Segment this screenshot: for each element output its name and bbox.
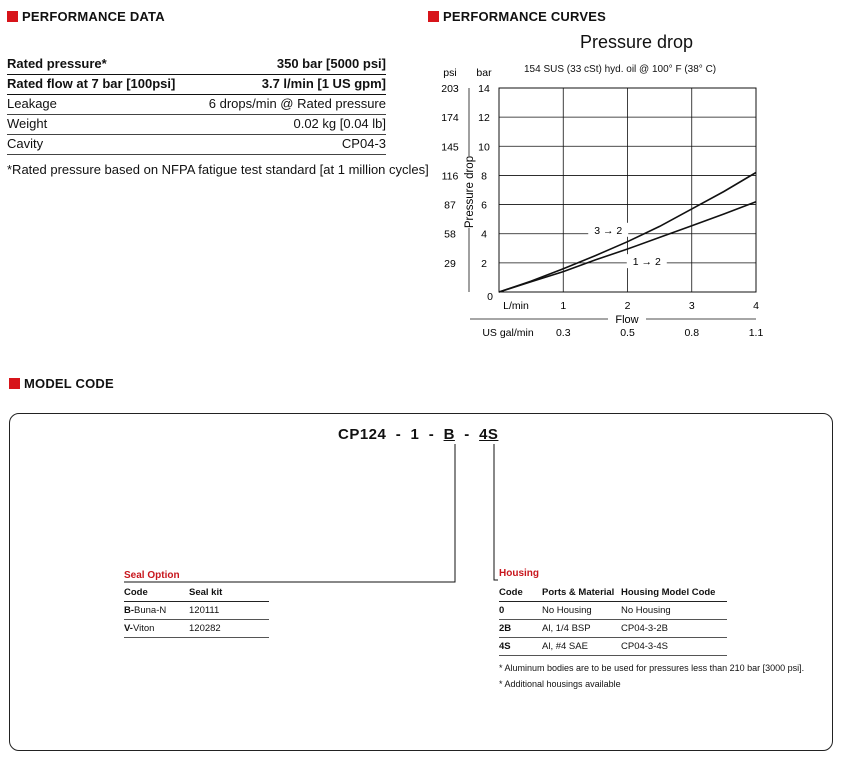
housing-model-cell: CP04-3-4S — [621, 641, 668, 652]
y-tick-label: 12 — [478, 112, 490, 125]
chart-condition: 154 SUS (33 cSt) hyd. oil @ 100° F (38° C) — [524, 64, 717, 75]
seal-header-cell: Seal kit — [189, 587, 223, 598]
housing-table-row — [499, 638, 727, 656]
housing-note-aluminum: * Aluminum bodies are to be used for pressures less than 210 bar [3000 psi]. — [499, 663, 805, 673]
seal-header-cell: Code — [124, 587, 148, 598]
x-axis-label: Flow — [615, 314, 639, 326]
housing-table-row — [499, 602, 727, 620]
code-part-seal: B — [443, 426, 455, 443]
model-code-string: CP124 - 1 - B - 4S — [338, 426, 499, 443]
y-tick-label: 6 — [481, 199, 487, 212]
housing-note-additional: * Additional housings available — [499, 679, 621, 689]
x-tick-label: 1 — [560, 300, 567, 312]
y-axis-label: Pressure drop — [464, 155, 476, 229]
x-unit-label: L/min — [503, 300, 529, 312]
chart-title: Pressure drop — [580, 32, 694, 52]
seal-code-cell — [124, 620, 189, 637]
seal-material: Buna-N — [134, 605, 167, 616]
seal-table-row — [124, 620, 269, 638]
y-tick-label: 2 — [481, 257, 487, 270]
housing-ports-cell: No Housing — [542, 605, 592, 616]
housing-header-cell: Housing Model Code — [621, 587, 716, 598]
housing-title: Housing — [499, 568, 539, 579]
x-tick-label: 2 — [624, 300, 631, 312]
housing-model-cell: No Housing — [621, 605, 671, 616]
performance-label: Weight — [7, 116, 48, 131]
seal-code: B- — [124, 605, 135, 616]
seal-kit-cell: 120282 — [189, 623, 221, 634]
performance-label: Rated flow at 7 bar [100psi] — [7, 76, 176, 91]
housing-header-cell: Code — [499, 587, 523, 598]
housing-ports-cell: Al, #4 SAE — [542, 641, 588, 652]
housing-header-cell: Ports & Material — [542, 587, 615, 598]
performance-label: Leakage — [7, 96, 57, 111]
y-tick-label: 8 — [481, 170, 487, 183]
performance-value: 350 bar [5000 psi] — [276, 56, 386, 71]
y-tick-label-psi: 116 — [441, 170, 459, 183]
performance-label: Rated pressure* — [7, 56, 107, 71]
rated-pressure-footnote: *Rated pressure based on NFPA fatigue test standard [at 1 million cycles] — [7, 162, 429, 177]
seal-connector-line — [124, 444, 455, 582]
housing-code-cell: 0 — [499, 605, 505, 616]
code-part-model: CP124 — [338, 426, 387, 443]
housing-code-cell: 4S — [499, 641, 511, 652]
x-tick-label-gal: 1.1 — [748, 327, 764, 339]
x-tick-label: 3 — [688, 300, 695, 312]
housing-code-cell: 2B — [499, 623, 512, 634]
performance-value: 6 drops/min @ Rated pressure — [208, 96, 386, 111]
seal-table-row — [124, 602, 269, 620]
y-tick-label-psi: 145 — [441, 141, 459, 154]
model-code-title: MODEL CODE — [24, 376, 114, 391]
y-tick-label-psi: 29 — [444, 257, 456, 270]
housing-table-row — [499, 620, 727, 638]
y-tick-label-psi: 58 — [444, 228, 456, 241]
seal-table-header — [124, 584, 269, 602]
code-part-type: 1 — [410, 426, 420, 443]
seal-material: Viton — [132, 623, 155, 634]
housing-table-header — [499, 584, 727, 602]
x-unit2-label: US gal/min — [482, 327, 534, 339]
x-tick-label-gal: 0.8 — [684, 327, 700, 339]
y-unit-bar: bar — [476, 67, 492, 79]
code-part-housing: 4S — [479, 426, 499, 443]
performance-data-title: PERFORMANCE DATA — [22, 9, 165, 24]
y-tick-label-psi: 87 — [444, 199, 456, 212]
seal-code: V- — [124, 623, 133, 634]
housing-ports-cell: Al, 1/4 BSP — [542, 623, 591, 634]
seal-option-title: Seal Option — [124, 570, 180, 581]
series-label-2: 1 → 2 — [632, 256, 661, 269]
housing-model-cell: CP04-3-2B — [621, 623, 668, 634]
series-label-1: 3 → 2 — [594, 224, 623, 237]
performance-label: Cavity — [7, 136, 44, 151]
x-tick-label-gal: 0.5 — [620, 327, 635, 339]
performance-value: 0.02 kg [0.04 lb] — [293, 116, 386, 131]
y-tick-label: 14 — [478, 83, 490, 95]
seal-code-cell — [124, 602, 189, 619]
performance-value: CP04-3 — [341, 136, 386, 151]
y-unit-psi: psi — [443, 67, 457, 79]
zero-label: 0 — [487, 291, 493, 303]
y-tick-label: 10 — [478, 141, 490, 154]
x-tick-label-gal: 0.3 — [555, 327, 571, 339]
seal-option-table — [124, 584, 269, 638]
housing-table — [499, 584, 727, 656]
seal-kit-cell: 120111 — [189, 605, 220, 616]
housing-connector-line — [494, 444, 498, 580]
performance-value: 3.7 l/min [1 US gpm] — [261, 76, 386, 91]
y-tick-label-psi: 203 — [441, 83, 459, 95]
performance-curves-title: PERFORMANCE CURVES — [443, 9, 606, 24]
y-tick-label-psi: 174 — [441, 112, 459, 125]
y-tick-label: 4 — [481, 228, 487, 241]
x-tick-label: 4 — [753, 300, 759, 312]
